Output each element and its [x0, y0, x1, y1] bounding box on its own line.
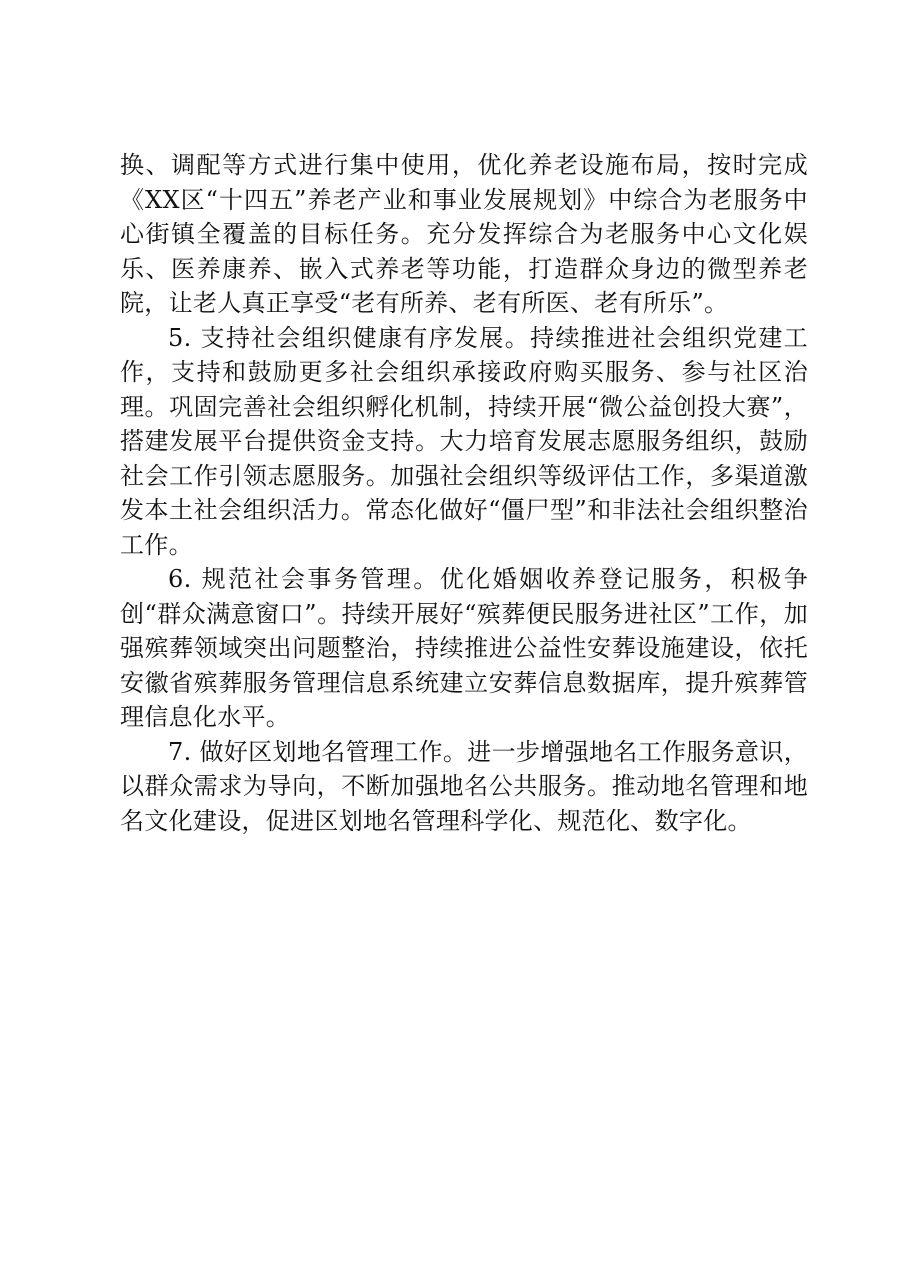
paragraph-item-5: 5. 支持社会组织健康有序发展。持续推进社会组织党建工作，支持和鼓励更多社会组织承接政府购买服务、参与社区治理。巩固完善社会组织孵化机制，持续开展“微公益创投大赛”，搭建发展平台提供资金支持。大力培育发展志愿服务组织，鼓励社会工作引领志愿服务。加强社会组织等级评估工作，多渠道激发本土社会组织活力。常态化做好“僵尸型”和非法社会组织整治工作。 — [120, 323, 808, 559]
document-body — [120, 148, 808, 838]
paragraph-item-6: 6. 规范社会事务管理。优化婚姻收养登记服务，积极争创“群众满意窗口”。持续开展好“殡葬便民服务进社区”工作，加强殡葬领域突出问题整治，持续推进公益性安葬设施建设，依托安徽省殡葬服务管理信息系统建立安葬信息数据库，提升殡葬管理信息化水平。 — [120, 565, 808, 731]
paragraph-item-7: 7. 做好区划地名管理工作。进一步增强地名工作服务意识，以群众需求为导向，不断加强地名公共服务。推动地名管理和地名文化建设，促进区划地名管理科学化、规范化、数字化。 — [120, 737, 808, 835]
paragraph-continuation: 换、调配等方式进行集中使用，优化养老设施布局，按时完成《XX区“十四五”养老产业和事业发展规划》中综合为老服务中心街镇全覆盖的目标任务。充分发挥综合为老服务中心文化娱乐、医养康养、嵌入式养老等功能，打造群众身边的微型养老院，让老人真正享受“老有所养、老有所医、老有所乐”。 — [120, 151, 808, 317]
